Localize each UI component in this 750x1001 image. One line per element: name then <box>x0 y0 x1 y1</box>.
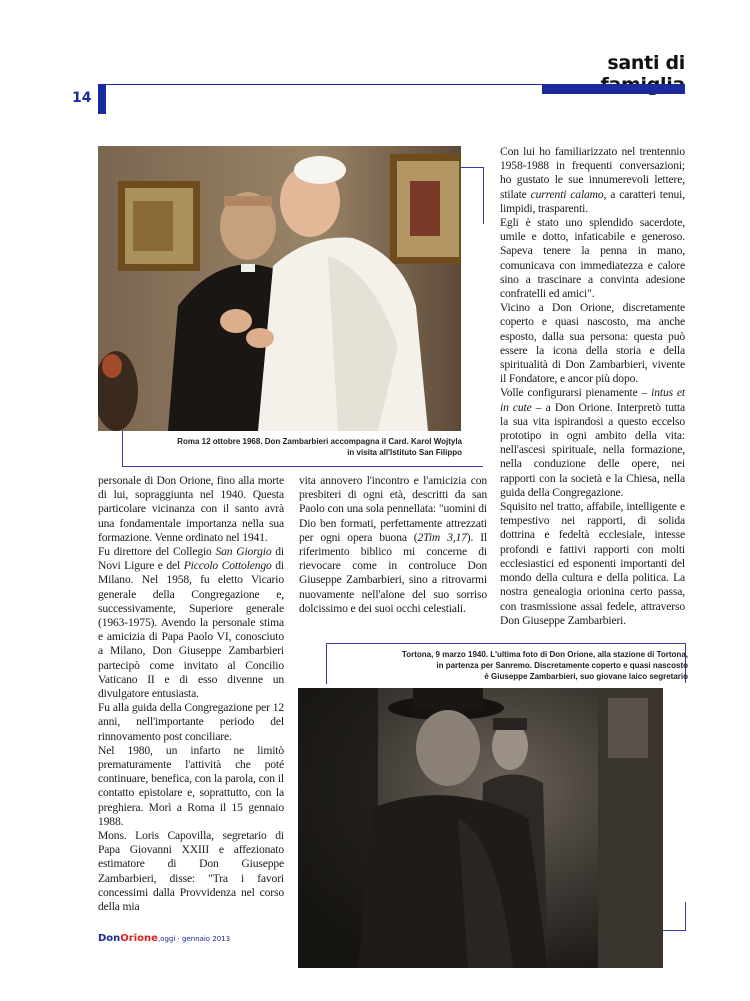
header-accent-block <box>542 84 685 94</box>
photo2-caption-line: Tortona, 9 marzo 1940. L'ultima foto di Don Orione, alla stazione di Tortona, <box>401 650 688 659</box>
bracket-line <box>685 902 686 930</box>
section-title: santi di <box>607 52 685 74</box>
paragraph: vita annovero l'incontro e l'amicizia con presbiteri di ogni età, descritti da san Paolo con una sola pennellata: "uomini di Dio ben formati, perfettamente attrezzati per ogni opera buona (2Tim 3,17). Il riferimento biblico mi concerne di rievocare come in controluce Don Giuseppe Zambarbieri, sino a ritrovarmi nuovamente nell'alone del suo sorriso dolcissimo e dei suoi occhi celestiali. <box>299 474 487 615</box>
photo2-caption-line: in partenza per Sanremo. Discretamente coperto e quasi nascosto <box>436 661 688 670</box>
paragraph: Squisito nel tratto, affabile, intelligente e tempestivo nei rapporti, di solida dottrina e fedeltà ecclesiale, intesse profondi e fattivi rapporti con molti ecclesiastici ed esponenti importanti del mondo della cultura e della politica. La nostra genealogia orionina certo passa, con trasmissione assai fedele, attraverso Don Giuseppe Zambarbieri. <box>500 500 685 627</box>
paragraph: Fu direttore del Collegio San Giorgio di Novi Ligure e del Piccolo Cottolengo di Milano. Nel 1958, fu eletto Vicario generale della Congregazione e, successivamente, Superiore generale (1963-1975). Avendo la personale stima e amicizia di Papa Paolo VI, conosciuto a Milano, Don Giuseppe Zambarbieri partecipò come invitato al Concilio Vaticano II e di esso divenne un divulgatore entusiasta. <box>98 545 285 701</box>
footer-brand <box>98 933 230 944</box>
brand-orione: Orione <box>120 933 158 944</box>
article-column-middle <box>299 474 487 616</box>
bracket-line <box>122 466 483 467</box>
article-column-right-top <box>500 145 685 628</box>
page-number: 14 <box>72 90 92 106</box>
article-column-left <box>98 474 284 914</box>
photo1-caption-line: in visita all'Istituto San Filippo <box>347 448 462 457</box>
brand-don: Don <box>98 933 121 944</box>
paragraph: personale di Don Orione, fino alla morte di lui, sopraggiunta nel 1940. Questa particolare vicinanza con il santo avrà una fondamentale importanza nella sua formazione. Venne ordinato nel 1941. <box>98 474 284 544</box>
bracket-line <box>326 643 686 644</box>
paragraph: Con lui ho familiarizzato nel trentennio 1958-1988 in frequenti conversazioni; ho gustato le sue innumerevoli lettere, stilate currenti calamo, a caratteri tenui, limpidi, trasparenti. <box>500 145 685 215</box>
bracket-line <box>461 167 484 168</box>
paragraph: Egli è stato uno splendido sacerdote, umile e dotto, infaticabile e generoso. Sapeva tenere la penna in mano, comunicava con immediatezza e calore sino a trascinare a convinta adesione confratelli ed amici". <box>500 216 685 301</box>
photo2-caption <box>326 649 688 682</box>
bracket-line <box>663 930 686 931</box>
paragraph: Vicino a Don Orione, discretamente coperto e quasi nascosto, ma anche esposto, dalla sua persona: questa può essere la icona della storia e della spiritualità di Don Zambarbieri, vivente il Fondatore, e ancor più dopo. <box>500 301 685 386</box>
issue-date: ,oggi · gennaio 2013 <box>157 935 231 943</box>
bracket-line <box>483 167 484 224</box>
paragraph: Volle configurarsi pienamente – intus et in cute – a Don Orione. Interpretò tutta la sua vita ispirandosi a questo eccelso prototipo in ogni ambito della vita: nell'ascesi spirituale, nella formazione, nella conduzione delle opere, nei rapporti con la società e la Chiesa, nella guida della Congregazione. <box>500 386 685 499</box>
photo-don-orione-station <box>298 688 663 968</box>
photo2-caption-line: è Giuseppe Zambarbieri, suo giovane laico segretario <box>484 672 688 681</box>
page-marker-bar <box>98 84 106 114</box>
photo1-caption <box>120 436 462 458</box>
photo1-caption-line: Roma 12 ottobre 1968. Don Zambarbieri accompagna il Card. Karol Wojtyla <box>177 437 462 446</box>
photo-zambarbieri-wojtyla <box>98 146 461 431</box>
paragraph: Mons. Loris Capovilla, segretario di Papa Giovanni XXIII e affezionato estimatore di Don Giuseppe Zambarbieri, disse: "Tra i favori concessimi dalla Provvidenza nel corso della mia <box>98 829 284 914</box>
paragraph: Fu alla guida della Congregazione per 12 anni, nell'importante periodo del rinnovamento post conciliare. <box>98 701 284 743</box>
paragraph: Nel 1980, un infarto ne limitò prematuramente l'attività che poté continuare, benefica, con la parola, con il contatto epistolare e, soprattutto, con la preghiera. Morì a Roma il 15 gennaio 1988. <box>98 743 284 828</box>
